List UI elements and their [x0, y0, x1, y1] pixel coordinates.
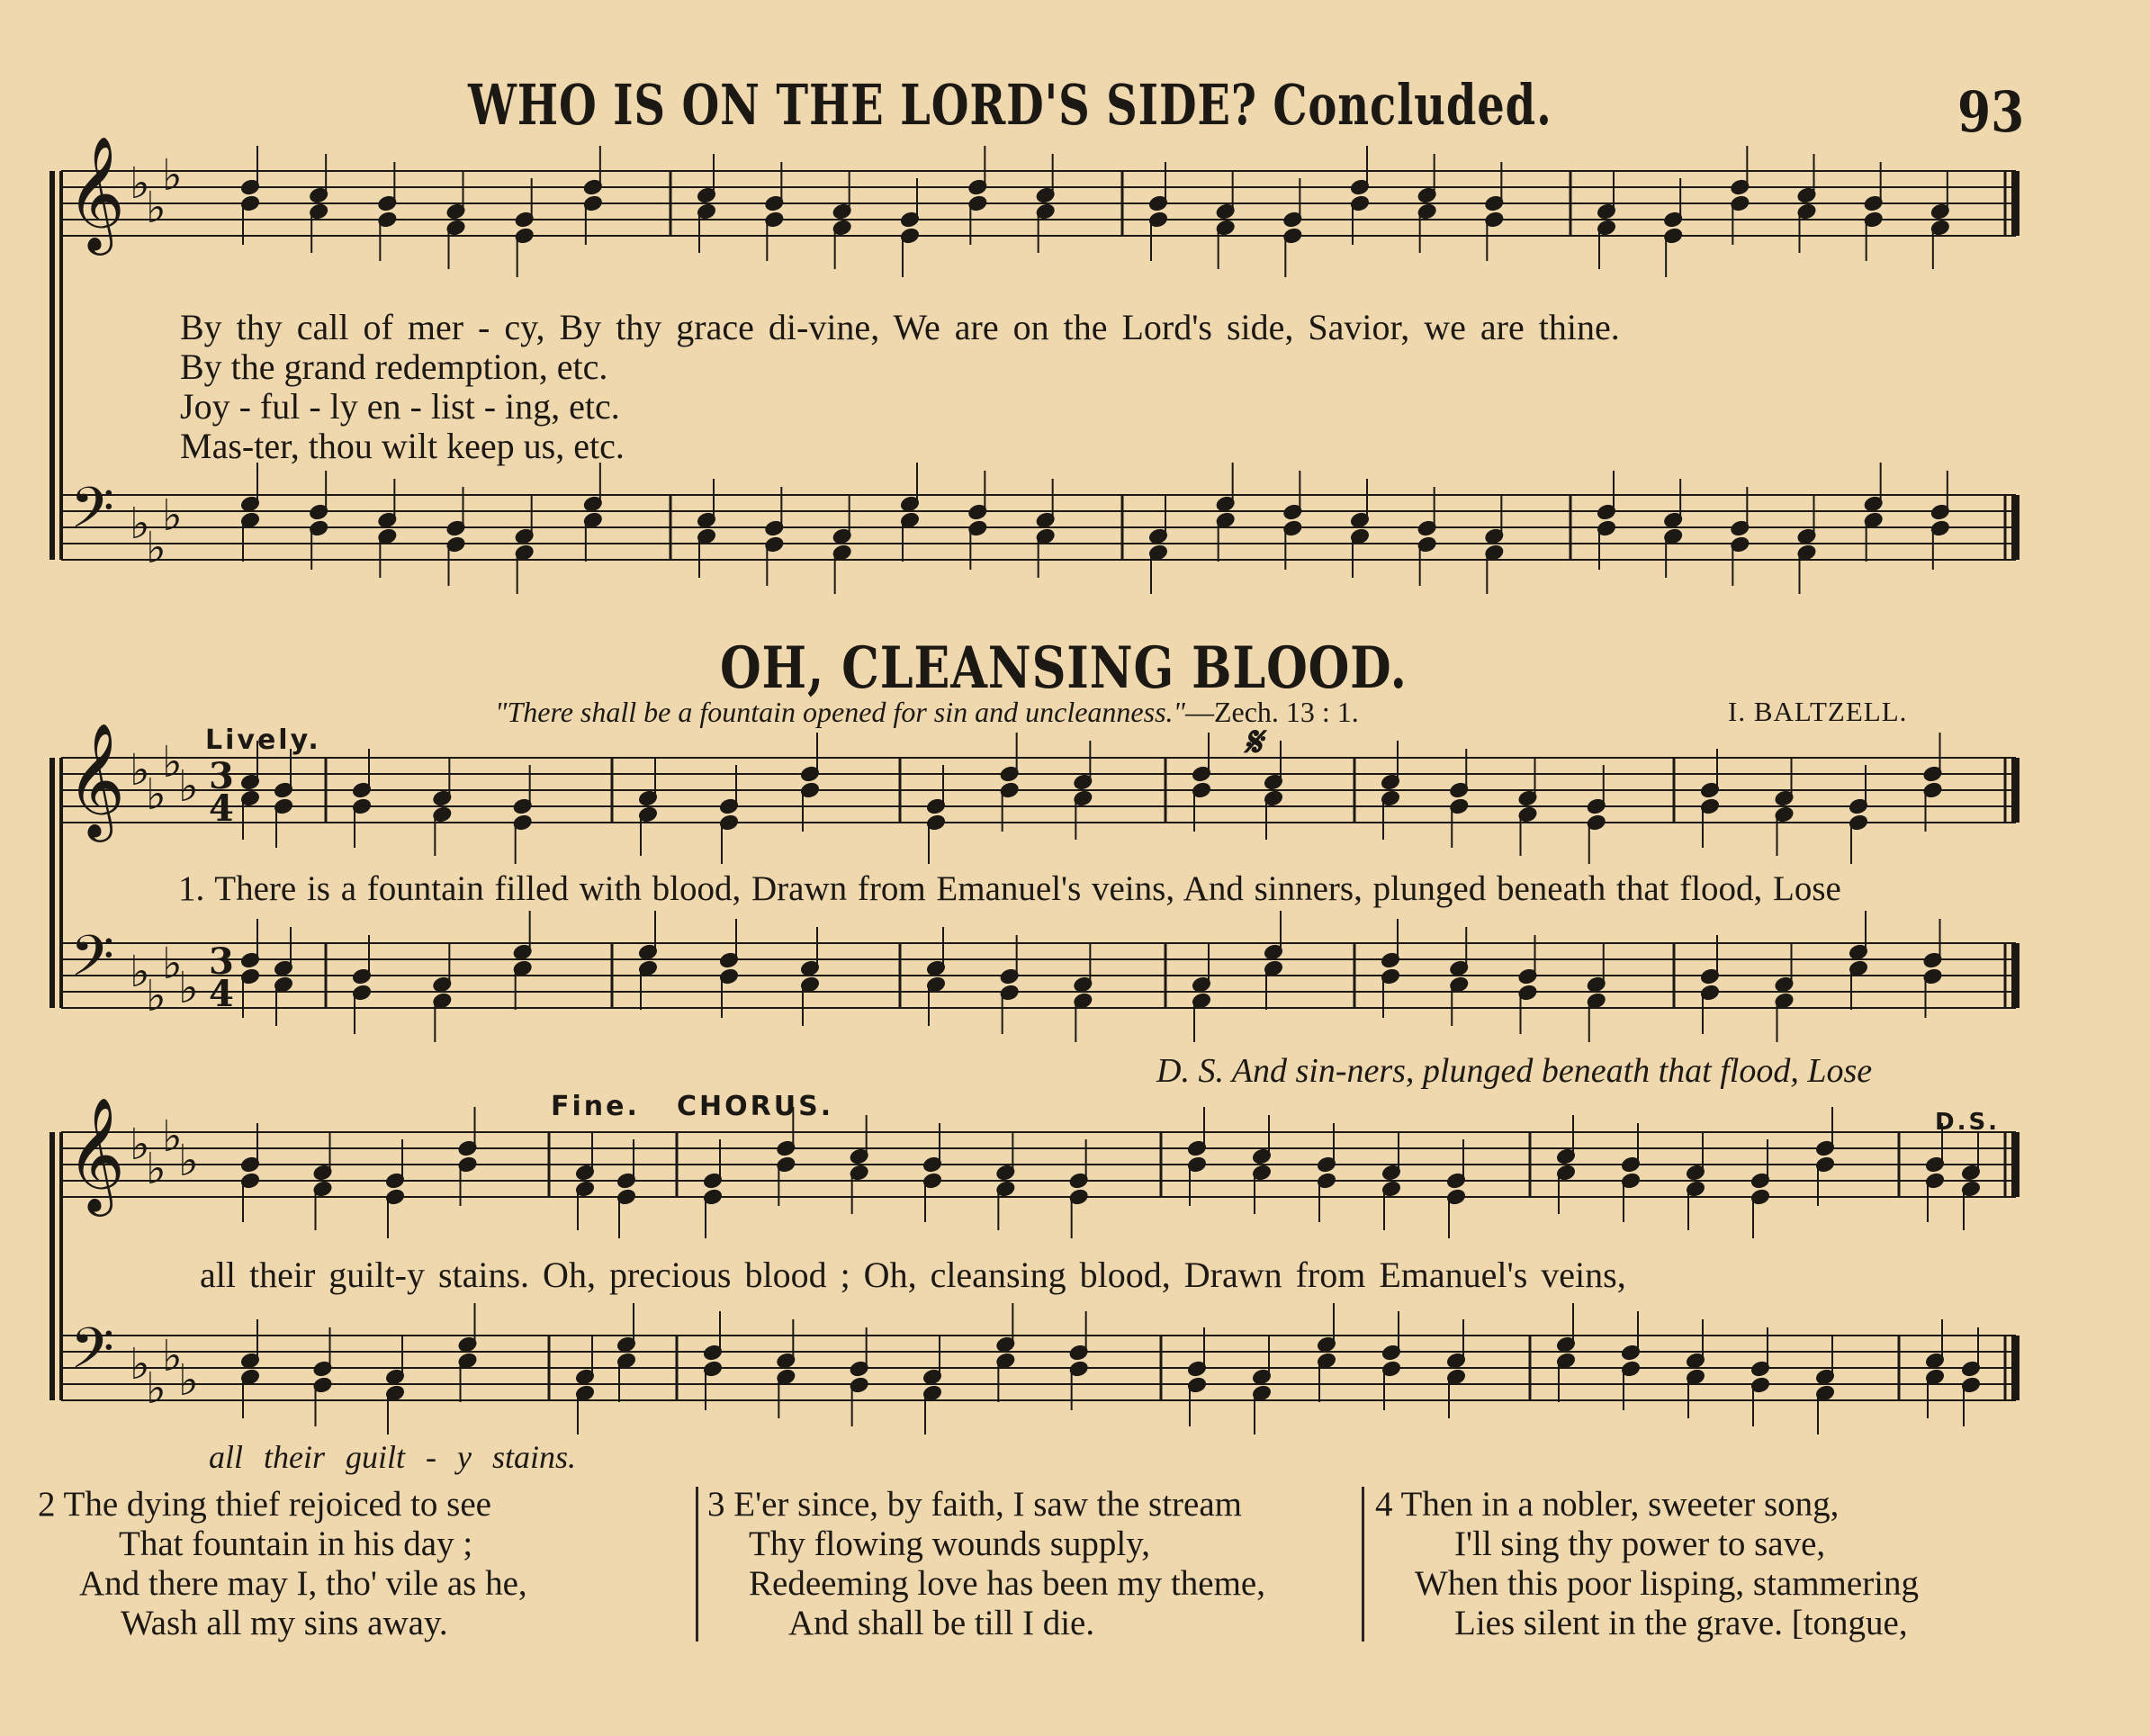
chorus-lyric-line: all their guilt-y stains. Oh, precious blood ; Oh, cleansing blood, Drawn from Emanuel's veins,: [200, 1255, 1626, 1295]
verse-2-line-1: The dying thief rejoiced to see: [63, 1485, 491, 1524]
verse-4-line-4: Lies silent in the grave. [tongue,: [1454, 1604, 1908, 1642]
flat-sign-icon: ♭: [146, 523, 166, 573]
page-header-title: WHO IS ON THE LORD'S SIDE? Concluded.: [468, 72, 1552, 138]
flat-sign-icon: ♭: [178, 1136, 199, 1186]
verse-2-line-4: Wash all my sins away.: [121, 1604, 448, 1642]
ds-marking: D.S.: [1935, 1109, 2001, 1136]
flat-sign-icon: ♭: [130, 158, 150, 209]
verse-4-line-2: I'll sing thy power to save,: [1454, 1525, 1826, 1563]
verse-3-line-1: E'er since, by faith, I saw the stream: [733, 1485, 1242, 1524]
verse-2: [38, 1485, 527, 1643]
treble-clef-icon: 𝄞: [67, 135, 126, 250]
flat-sign-icon: ♭: [162, 490, 183, 541]
verse-3-line-4: And shall be till I die.: [788, 1604, 1095, 1642]
flat-sign-icon: ♭: [130, 947, 150, 997]
bass-clef-icon: 𝄢: [70, 474, 114, 554]
ds-lyric-line: D. S. And sin-ners, plunged beneath that flood, Lose: [1156, 1052, 1873, 1090]
bass-clef-icon: 𝄢: [70, 1315, 114, 1395]
flat-sign-icon: ♭: [146, 1363, 166, 1414]
verse-2-number: 2: [38, 1485, 56, 1524]
treble-clef-icon: 𝄞: [67, 1096, 126, 1211]
epigraph-reference: —Zech. 13 : 1.: [1184, 696, 1359, 728]
time-signature-top: 3: [209, 755, 234, 797]
flat-sign-icon: ♭: [162, 737, 183, 787]
time-signature-top: 3: [209, 940, 234, 983]
final-barline: [2011, 943, 2020, 1008]
verse1-lyric-line: 1. There is a fountain filled with blood, Drawn from Emanuel's veins, And sinners, plunged beneath that flood, Lose: [178, 869, 1841, 908]
bass-clef-icon: 𝄢: [70, 922, 114, 1003]
flat-sign-icon: ♭: [146, 1144, 166, 1194]
flat-sign-icon: ♭: [146, 183, 166, 233]
time-signature-bottom: 4: [209, 973, 234, 1015]
final-barline: [2011, 171, 2020, 236]
flat-sign-icon: ♭: [130, 745, 150, 796]
lyric-line-1: By thy call of mer - cy, By thy grace di-vine, We are on the Lord's side, Savior, we are thine.: [180, 307, 1620, 347]
epigraph-quote: "There shall be a fountain opened for sin and uncleanness.": [495, 696, 1185, 728]
composer: I. BALTZELL.: [1728, 696, 1908, 727]
flat-sign-icon: ♭: [130, 1120, 150, 1170]
bass-echo-lyric: all their guilt - y stains.: [209, 1439, 576, 1475]
epigraph: [495, 696, 1359, 729]
verse-2-line-3: And there may I, tho' vile as he,: [79, 1564, 527, 1603]
flat-sign-icon: ♭: [178, 761, 199, 812]
verse-4: [1375, 1485, 1919, 1643]
flat-sign-icon: ♭: [162, 1331, 183, 1381]
song-title: OH, CLEANSING BLOOD.: [720, 634, 1408, 702]
verse-4-number: 4: [1375, 1485, 1393, 1524]
verse-4-line-3: When this poor lisping, stammering: [1415, 1564, 1920, 1603]
verse-2-line-2: That fountain in his day ;: [119, 1525, 473, 1563]
flat-sign-icon: ♭: [146, 769, 166, 820]
tempo-marking: Lively.: [205, 724, 321, 756]
flat-sign-icon: ♭: [178, 1355, 199, 1406]
flat-sign-icon: ♭: [162, 150, 183, 201]
treble-clef-icon: 𝄞: [67, 722, 126, 837]
flat-sign-icon: ♭: [162, 1111, 183, 1162]
flat-sign-icon: ♭: [178, 963, 199, 1013]
chorus-marking: CHORUS.: [677, 1091, 834, 1122]
flat-sign-icon: ♭: [162, 939, 183, 989]
fine-marking: Fine.: [551, 1091, 640, 1122]
verse-divider: [1362, 1487, 1364, 1642]
final-barline: [2011, 1132, 2020, 1197]
final-barline: [2011, 495, 2020, 560]
flat-sign-icon: ♭: [146, 971, 166, 1021]
lyric-line-3: Joy - ful - ly en - list - ing, etc.: [180, 386, 620, 427]
segno-icon: 𝄋: [1244, 717, 1262, 766]
lyric-line-2: By the grand redemption, etc.: [180, 346, 608, 387]
final-barline: [2011, 758, 2020, 823]
verse-3: [707, 1485, 1265, 1643]
verse-3-line-3: Redeeming love has been my theme,: [749, 1564, 1265, 1603]
final-barline: [2011, 1336, 2020, 1400]
flat-sign-icon: ♭: [130, 1339, 150, 1390]
time-signature-bottom: 4: [209, 787, 234, 830]
verse-4-line-1: Then in a nobler, sweeter song,: [1400, 1485, 1840, 1524]
flat-sign-icon: ♭: [130, 499, 150, 549]
verse-3-line-2: Thy flowing wounds supply,: [749, 1525, 1150, 1563]
verse-3-number: 3: [707, 1485, 725, 1524]
lyric-line-4: Mas-ter, thou wilt keep us, etc.: [180, 426, 625, 466]
page-number: 93: [1957, 79, 2025, 145]
verse-divider: [696, 1487, 698, 1642]
